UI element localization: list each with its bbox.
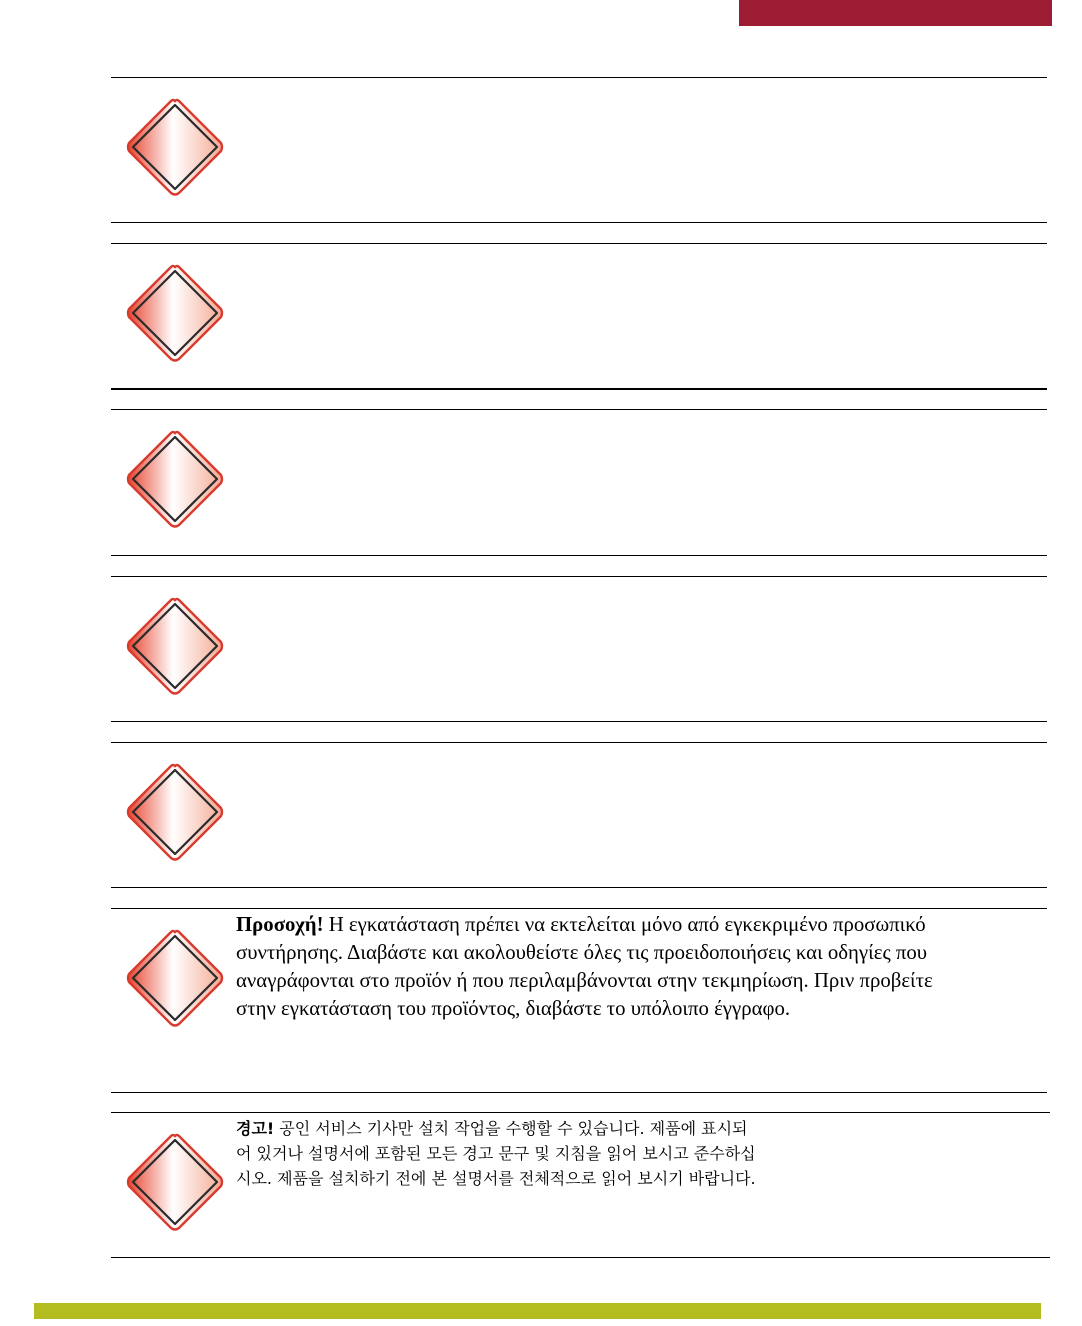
section-top-rule	[111, 243, 1047, 244]
korean-warning-text	[236, 1116, 756, 1191]
section-bottom-rule	[111, 721, 1047, 722]
section-top-rule	[111, 1112, 1050, 1113]
footer-accent-bar	[34, 1303, 1041, 1319]
header-accent-bar	[739, 0, 1052, 26]
section-bottom-rule	[111, 555, 1047, 556]
warning-label: Προσοχή!	[236, 913, 324, 936]
section-top-rule	[111, 409, 1047, 410]
section-bottom-rule	[111, 222, 1047, 223]
warning-diamond-icon	[126, 264, 224, 362]
warning-body: 공인 서비스 기사만 설치 작업을 수행할 수 있습니다. 제품에 표시되어 있거나 설명서에 포함된 모든 경고 문구 및 지침을 읽어 보시고 준수하십시오. 제품을 설치하기 전에 본 설명서를 전체적으로 읽어 보시기 바랍니다.	[236, 1119, 756, 1188]
warning-diamond-icon	[126, 597, 224, 695]
warning-label: 경고!	[236, 1119, 275, 1138]
warning-diamond-icon	[126, 1133, 224, 1231]
warning-diamond-icon	[126, 929, 224, 1027]
section-bottom-rule	[111, 1257, 1050, 1258]
warning-diamond-icon	[126, 430, 224, 528]
section-bottom-rule	[111, 388, 1047, 390]
warning-diamond-icon	[126, 763, 224, 861]
greek-warning-text	[236, 911, 956, 1023]
section-top-rule	[111, 77, 1047, 78]
warning-body: Η εγκατάσταση πρέπει να εκτελείται μόνο από εγκεκριμένο προσωπικό συντήρησης. Διαβάστε και ακολουθείστε όλες τις προειδοποιήσεις και οδηγίες που αναγράφονται στο προϊόν ή που περιλαμβάνονται στην τεκμηρίωση. Πριν προβείτε στην εγκατάσταση του προϊόντος, διαβάστε το υπόλοιπο έγγραφο.	[236, 913, 933, 1020]
section-top-rule	[111, 908, 1047, 909]
section-bottom-rule	[111, 1092, 1047, 1093]
section-top-rule	[111, 742, 1047, 743]
section-bottom-rule	[111, 887, 1047, 888]
warning-diamond-icon	[126, 98, 224, 196]
section-top-rule	[111, 576, 1047, 577]
